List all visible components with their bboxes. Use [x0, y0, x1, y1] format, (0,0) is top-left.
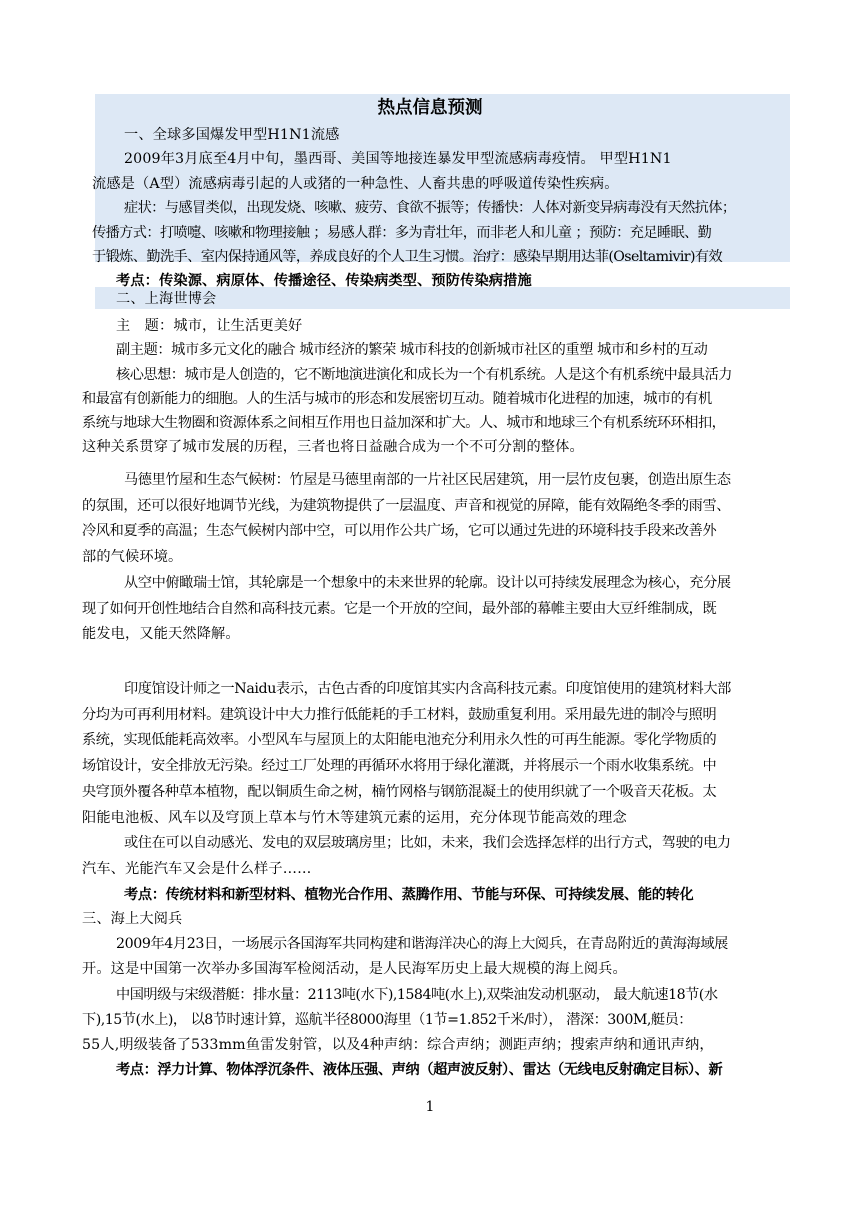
paragraph-line: 和最富有创新能力的细胞。人的生活与城市的形态和发展密切互动。随着城市化进程的加速，城市的有机: [82, 390, 712, 407]
paragraph-line: 于锻炼、勤洗手、室内保持通风等，养成良好的个人卫生习惯。治疗：感染早期用达菲(Oseltamivir)有效: [92, 249, 723, 266]
paragraph-line: 现了如何开创性地结合自然和高科技元素。它是一个开放的空间，最外部的幕帷主要由大豆纤维制成，既: [82, 600, 717, 617]
section-heading: 二、上海世博会: [116, 291, 217, 307]
paragraph-line: 印度馆设计师之一Naidu表示，古色古香的印度馆其实内含高科技元素。印度馆使用的建筑材料大部: [124, 681, 731, 697]
paragraph-line: 系统与地球大生物圈和资源体系之间相互作用也日益加深和扩大。人、城市和地球三个有机系统环环相扣，: [82, 415, 726, 432]
paragraph-line: 开。这是中国第一次举办多国海军检阅活动，是人民海军历史上最大规模的海上阅兵。: [82, 961, 627, 978]
page-title: 热点信息预测: [377, 98, 483, 118]
paragraph-line: 马德里竹屋和生态气候树：竹屋是马德里南部的一片社区民居建筑，用一层竹皮包裹，创造出原生态: [124, 472, 731, 488]
section-naval: [82, 907, 792, 1083]
paragraph-line: 能发电，又能天然降解。: [82, 626, 240, 643]
paragraph-line: 症状：与感冒类似，出现发烧、咳嗽、疲劳、食欲不振等；传播快：人体对新变异病毒没有天然抗体；: [124, 200, 736, 217]
section-heading: 一、全球多国爆发甲型H1N1流感: [124, 127, 340, 143]
paragraph-line: 主 题：城市，让生活更美好: [116, 318, 303, 334]
paragraph-line: 从空中俯瞰瑞士馆，其轮廓是一个想象中的未来世界的轮廓。设计以可持续发展理念为核心，充分展: [124, 575, 731, 591]
paragraph-line: 中国明级与宋级潜艇：排水量：2113吨(水下),1584吨(水上),双柴油发动机驱动， 最大航速18节(水: [116, 986, 718, 1003]
paragraph-line: 部的气候环境。: [82, 549, 183, 566]
india-paragraph: [82, 677, 792, 908]
paragraph-line: 副主题：城市多元文化的融合 城市经济的繁荣 城市科技的创新城市社区的重塑 城市和乡村的互动: [116, 342, 708, 359]
expo-body: [82, 314, 792, 460]
paragraph-line: 核心思想：城市是人创造的，它不断地演进演化和成长为一个有机系统。人是这个有机系统中最具活力: [116, 366, 732, 383]
kaodian-line: 考点：传统材料和新型材料、植物光合作用、蒸腾作用、节能与环保、可持续发展、能的转化: [124, 886, 694, 903]
swiss-paragraph: [82, 571, 792, 648]
kaodian-line: 考点：浮力计算、物体浮沉条件、液体压强、声纳（超声波反射）、雷达（无线电反射确定目标）、新: [116, 1062, 723, 1079]
paragraph-line: 分均为可再利用材料。建筑设计中大力推行低能耗的手工材料，鼓励重复利用。采用最先进的制冷与照明: [82, 706, 717, 723]
paragraph-line: 汽车、光能汽车又会是什么样子……: [82, 860, 312, 877]
paragraph-line: 传播方式：打喷嚏、咳嗽和物理接触 ；易感人群：多为青壮年，而非老人和儿童 ；预防：充足睡眠、勤: [92, 224, 712, 241]
paragraph-line: 2009年4月23日，一场展示各国海军共同构建和谐海洋决心的海上大阅兵，在青岛附近的黄海海域展: [116, 936, 728, 953]
paragraph-line: 场馆设计，安全排放无污染。经过工厂处理的再循环水将用于绿化灌溉，并将展示一个雨水收集系统。中: [82, 758, 717, 775]
page-number: 1: [425, 1099, 435, 1115]
paragraph-line: 这种关系贯穿了城市发展的历程，三者也将日益融合成为一个不可分割的整体。: [82, 439, 584, 456]
paragraph-line: 2009年3月底至4月中旬，墨西哥、美国等地接连暴发甲型流感病毒疫情。 甲型H1N1: [124, 151, 672, 168]
paragraph-line: 或住在可以自动感光、发电的双层玻璃房里；比如，未来，我们会选择怎样的出行方式，驾驶的电力: [124, 835, 731, 852]
paragraph-line: 的氛围，还可以很好地调节光线，为建筑物提供了一层温度、声音和视觉的屏障，能有效隔绝冬季的雨雪、: [82, 497, 731, 514]
paragraph-line: 下),15节(水上)， 以8节时速计算，巡航半径8000海里（1节=1.852千米/时）， 潜深：300M,艇员：: [82, 1011, 692, 1028]
madrid-paragraph: [82, 468, 792, 571]
paragraph-line: 55人,明级装备了533mm鱼雷发射管，以及4种声纳：综合声纳；测距声纳；搜索声纳和通讯声纳，: [82, 1037, 714, 1054]
paragraph-line: 冷风和夏季的高温；生态气候树内部中空，可以用作公共广场，它可以通过先进的环境科技手段来改善外: [82, 523, 717, 540]
paragraph-line: 流感是（A型）流感病毒引起的人或猪的一种急性、人畜共患的呼吸道传染性疾病。: [92, 175, 619, 192]
section-heading: 三、海上大阅兵: [82, 911, 183, 927]
section-flu: [82, 123, 792, 294]
section-expo: [82, 287, 792, 311]
paragraph-line: 系统，实现低能耗高效率。小型风车与屋顶上的太阳能电池充分利用永久性的可再生能源。零化学物质的: [82, 732, 717, 749]
kaodian-line: 考点：传染源、病原体、传播途径、传染病类型、预防传染病措施: [116, 273, 532, 290]
paragraph-line: 央穹顶外覆各种草本植物，配以铜质生命之树，楠竹网格与钢筋混凝土的使用织就了一个吸音天花板。太: [82, 783, 717, 800]
paragraph-line: 阳能电池板、风车以及穹顶上草本与竹木等建筑元素的运用，充分体现节能高效的理念: [82, 809, 627, 826]
